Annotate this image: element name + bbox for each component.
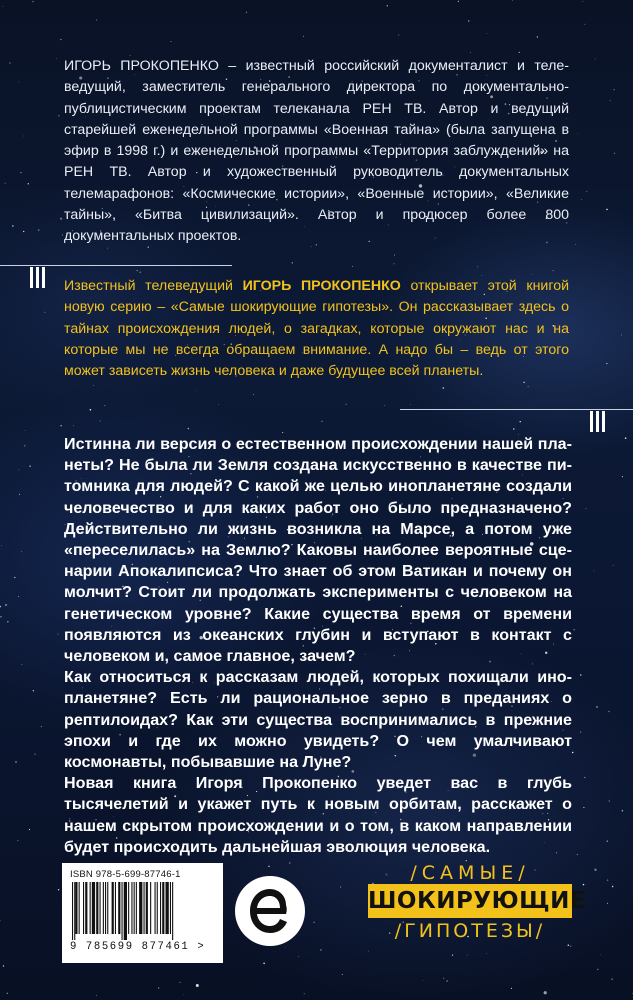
star: [594, 869, 596, 871]
star: [62, 234, 63, 235]
star: [520, 421, 521, 422]
star: [60, 425, 61, 426]
star: [253, 394, 254, 395]
star: [613, 565, 614, 566]
star: [18, 82, 19, 83]
star: [20, 172, 21, 173]
star: [584, 777, 585, 778]
star: [398, 35, 399, 36]
star: [218, 404, 219, 405]
star: [100, 421, 101, 422]
divider-line-left: [0, 265, 232, 266]
star: [511, 988, 512, 989]
star: [5, 183, 6, 184]
star: [28, 183, 29, 184]
star: [96, 20, 97, 21]
star: [467, 955, 468, 956]
star: [19, 494, 20, 495]
star: [512, 0, 513, 1]
divider-bars-left: [30, 267, 45, 288]
star: [594, 571, 595, 572]
star: [268, 866, 269, 867]
star: [346, 404, 347, 405]
star: [513, 428, 514, 429]
star: [621, 334, 622, 335]
star: [581, 199, 582, 200]
star: [394, 255, 395, 256]
book-description: [64, 434, 572, 858]
star: [582, 1, 583, 2]
star: [7, 993, 8, 994]
star: [384, 405, 385, 406]
star: [32, 1, 33, 2]
star: [289, 862, 290, 863]
star: [586, 191, 587, 192]
star: [263, 963, 265, 965]
star: [610, 100, 611, 101]
star: [158, 988, 159, 989]
star: [321, 421, 323, 423]
star: [29, 829, 30, 830]
intro-after: открывает этой книгой новую серию – «Самые шокирующие гипотезы». Он рассказывает здесь о тайнах происхождения людей, о загадках, которые окружают нас и на которые мы не всегда обращаем внимание. А надо бы – ведь от этого может зависеть жизнь человека и даже будущее всей планеты.: [64, 278, 570, 380]
star: [17, 840, 18, 841]
barcode-icon: [70, 882, 215, 940]
intro-before: Известный телеведущий: [64, 278, 243, 294]
star: [574, 629, 575, 630]
star: [468, 20, 469, 21]
star: [622, 476, 623, 477]
star: [611, 978, 612, 979]
star: [423, 980, 424, 981]
star: [387, 5, 388, 6]
star: [584, 24, 585, 25]
star: [585, 508, 586, 509]
star: [25, 430, 26, 431]
star: [2, 6, 3, 7]
star: [452, 955, 453, 956]
series-logo-top: /САМЫЕ/: [410, 862, 530, 884]
star: [612, 886, 614, 888]
star: [90, 409, 92, 411]
star: [14, 577, 15, 578]
star: [303, 36, 304, 37]
star: [477, 266, 478, 267]
star: [7, 621, 8, 622]
star: [24, 445, 25, 446]
divider-line-right: [400, 409, 633, 410]
star: [470, 52, 471, 53]
star: [104, 405, 105, 406]
star: [544, 991, 547, 994]
star: [137, 270, 138, 271]
star: [583, 807, 584, 808]
series-logo-middle: ШОКИРУЮЩИЕ: [368, 884, 572, 918]
star: [320, 949, 322, 951]
star: [58, 115, 59, 116]
intro-author-name: ИГОРЬ ПРОКОПЕНКО: [242, 278, 401, 294]
star: [486, 953, 487, 954]
star: [1, 545, 2, 546]
star: [583, 884, 584, 885]
star: [487, 33, 488, 34]
star: [352, 266, 353, 267]
star: [96, 995, 97, 996]
star: [614, 153, 615, 154]
star: [313, 922, 314, 923]
star: [56, 58, 57, 59]
star: [532, 274, 533, 275]
star: [606, 363, 607, 364]
star: [292, 262, 293, 263]
star: [575, 244, 576, 245]
star: [580, 731, 581, 732]
star: [394, 263, 395, 264]
star: [196, 984, 199, 987]
description-paragraph-3: Новая книга Игоря Прокопенко уведет вас в глубь тысячелетий и укажет путь к новым орбитам, расскажет о нашем скрытом происхождении и о том, в каком направлении будет происходить дальнейшая эволюция человека.: [64, 774, 572, 856]
star: [614, 89, 615, 90]
star: [458, 1, 459, 2]
star: [595, 59, 596, 60]
series-logo: [368, 862, 587, 950]
author-bio: ИГОРЬ ПРОКОПЕНКО – известный российский документалист и телеведущий, заместитель генерального директора по документально-публицистическим проектам телеканала РЕН ТВ. Автор и ведущий старейшей еженедельной программы «Военная тайна» (была запущена в эфир в 1998 г.) и еженедельной программы «Территория заблуждений» на РЕН ТВ. Автор и художественный руководитель документальных телемарафонов: «Космические истории», «Военные истории», «Великие тайны», «Битва цивилизаций». Автор и продюсер более 800 документальных проектов.: [64, 58, 569, 245]
star: [596, 706, 597, 707]
star: [553, 270, 554, 271]
star: [18, 469, 19, 470]
description-paragraph-1: Истинна ли версия о естественном происхождении нашей планеты? Не была ли Земля создана искусственно в качестве питомника для людей? С какой же целью инопланетяне создали человечество и для каких работ оно было предназначено? Действительно ли жизнь возникла на Марсе, а потом уже «переселилась» на Землю? Каковы наиболее вероятные сценарии Апокалипсиса? Что знает об этом Ватикан и почему он молчит? Стоит ли продолжать эксперименты с человеком на генетическом уровне? Какие существа время от времени появляются из океанских глубин и вступают в контакт с человеком и, самое главное, зачем?: [64, 435, 572, 666]
star: [9, 62, 10, 63]
star: [577, 133, 578, 134]
star: [57, 634, 58, 635]
star: [340, 887, 341, 888]
star: [600, 954, 601, 955]
star: [443, 978, 444, 979]
star: [607, 903, 608, 904]
star: [73, 426, 74, 427]
star: [23, 136, 24, 137]
eksmo-e-logo-icon: [234, 875, 306, 947]
series-logo-bottom: /ГИПОТЕЗЫ/: [394, 920, 546, 942]
star: [15, 761, 16, 762]
star: [577, 854, 578, 855]
star: [60, 217, 62, 219]
star: [21, 664, 22, 665]
star: [58, 889, 59, 890]
star: [282, 432, 283, 433]
star: [23, 231, 24, 232]
divider-bars-right: [590, 411, 605, 432]
star: [107, 248, 108, 249]
series-intro: [64, 276, 569, 382]
star: [597, 969, 599, 971]
star: [606, 209, 608, 211]
star: [41, 726, 42, 727]
star: [12, 225, 14, 227]
star: [410, 404, 411, 405]
star: [3, 965, 4, 966]
star: [184, 994, 185, 995]
star: [18, 596, 19, 597]
star: [342, 974, 343, 975]
isbn-label: ISBN 978-5-699-87746-1: [70, 869, 181, 880]
star: [140, 272, 141, 273]
description-paragraph-2: Как относиться к рассказам людей, которых похищали инопланетяне? Есть ли рациональное зерно в преданиях о рептилоидах? Как эти существа воспринимались в прежние эпохи и где их можно увидеть? О чем умалчивают космонавты, побывавшие на Луне?: [64, 668, 572, 772]
star: [29, 465, 31, 467]
star: [0, 606, 1, 608]
star: [580, 674, 582, 676]
star: [246, 12, 247, 13]
star: [519, 52, 520, 53]
star: [5, 604, 7, 606]
star: [368, 951, 369, 952]
star: [608, 711, 609, 712]
star: [60, 39, 61, 40]
star: [607, 879, 608, 880]
ean-digits: 9 785699 877461 >: [70, 941, 206, 953]
star: [609, 800, 610, 801]
star: [625, 437, 627, 439]
star: [34, 754, 35, 755]
star: [33, 690, 34, 691]
star: [93, 385, 94, 386]
star: [38, 229, 40, 231]
star: [443, 387, 445, 389]
star: [180, 982, 181, 983]
star: [0, 616, 1, 617]
star: [304, 993, 305, 994]
star: [195, 390, 196, 391]
star: [528, 386, 529, 387]
star: [446, 980, 447, 981]
star: [298, 956, 299, 957]
star: [21, 551, 22, 552]
barcode-box: [62, 863, 223, 963]
star: [170, 41, 171, 42]
star: [607, 840, 608, 841]
star: [44, 312, 45, 313]
star: [188, 428, 190, 430]
star: [537, 36, 538, 37]
star: [622, 810, 624, 812]
star: [572, 752, 573, 753]
